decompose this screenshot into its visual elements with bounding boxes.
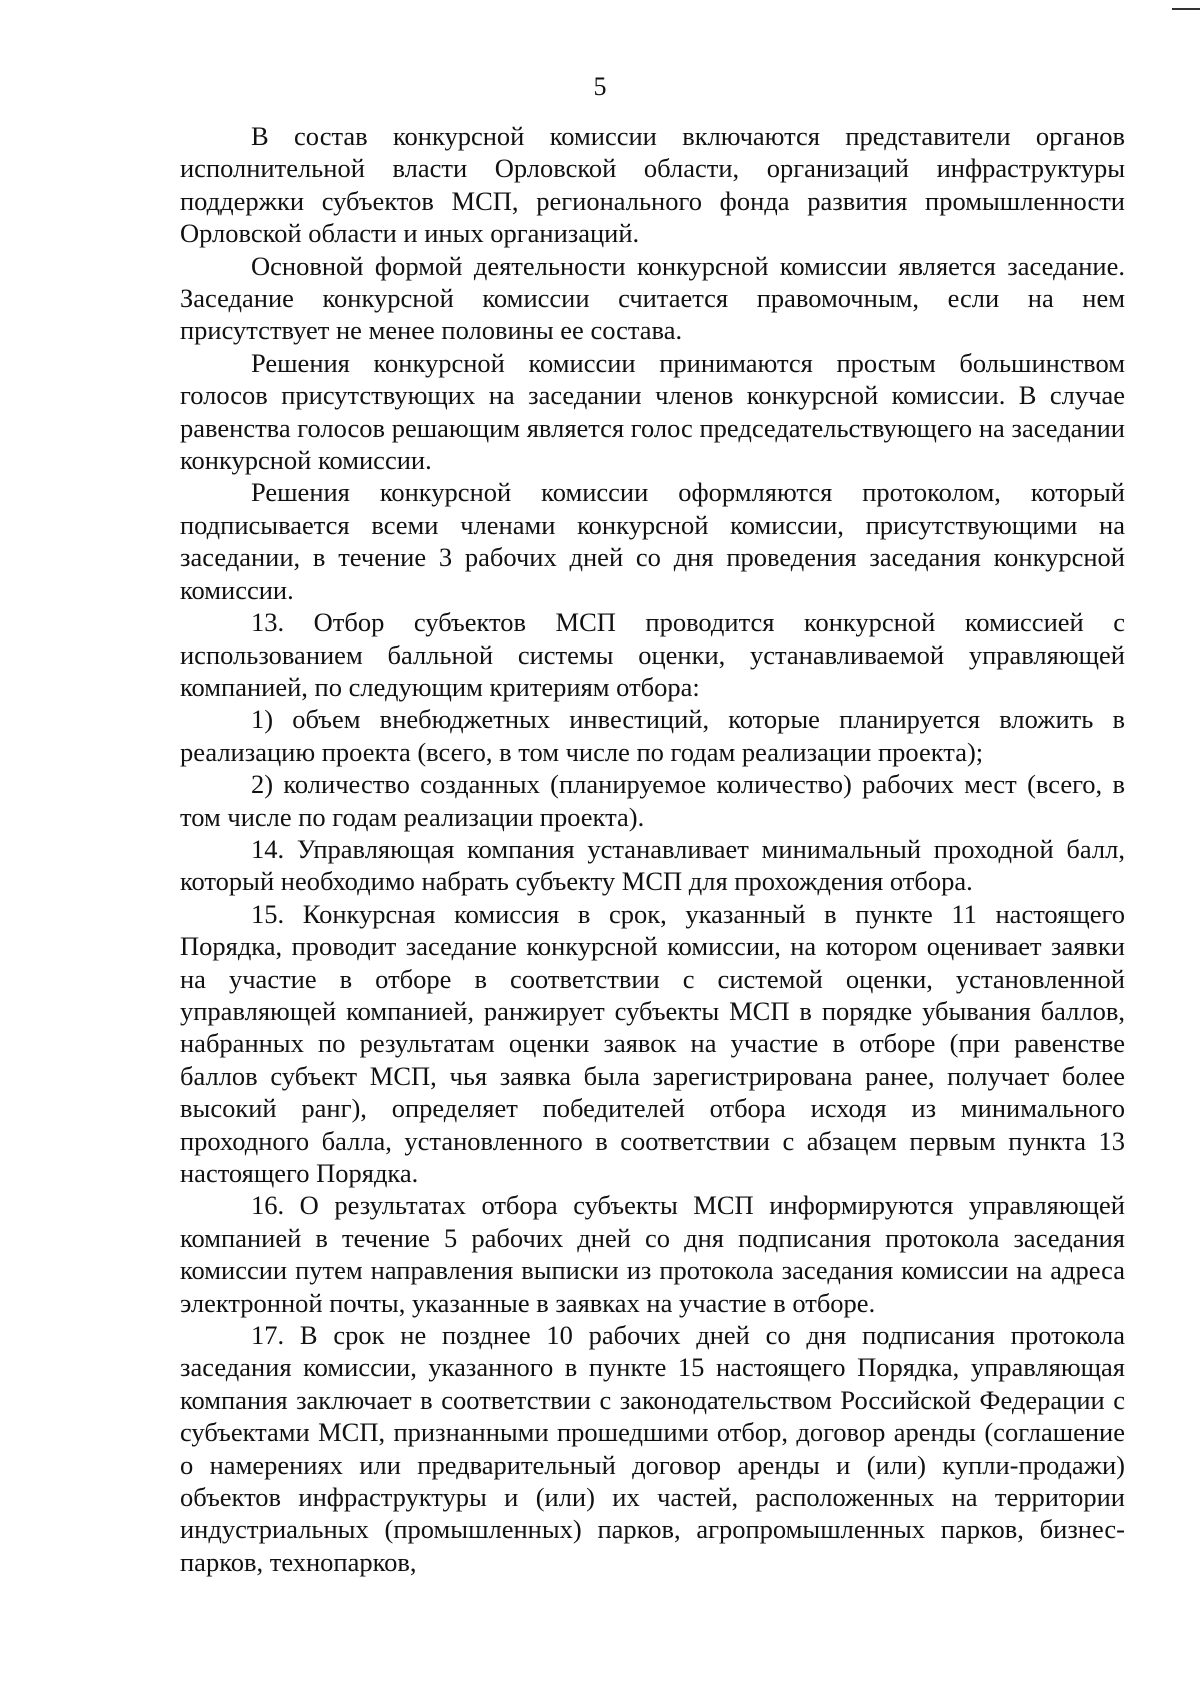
paragraph-item-17: 17. В срок не позднее 10 рабочих дней со дня подписания протокола заседания комиссии, указанного в пункте 15 настоящего Порядка, управляющая компания заключает в соответствии с законодательством Российской Федерации с субъектами МСП, признанными прошедшими отбор, договор аренды (соглашение о намерениях или предварительный договор аренды и (или) купли-продажи) объектов инфраструктуры и (или) их частей, расположенных на территории индустриальных (промышленных) парков, агропромышленных парков, бизнес-парков, технопарков, bbox=[180, 1320, 1125, 1577]
paragraph-commission-form: Основной формой деятельности конкурсной комиссии является заседание. Заседание конкурсной комиссии считается правомочным, если на нем присутствует не менее половины ее состава. bbox=[180, 250, 1125, 346]
paragraph-criterion-2: 2) количество созданных (планируемое количество) рабочих мест (всего, в том числе по годам реализации проекта). bbox=[180, 769, 1125, 832]
paragraph-item-16: 16. О результатах отбора субъекты МСП информируются управляющей компанией в течение 5 рабочих дней со дня подписания протокола заседания комиссии путем направления выписки из протокола заседания комиссии на адреса электронной почты, указанные в заявках на участие в отборе. bbox=[180, 1190, 1125, 1318]
paragraph-criterion-1: 1) объем внебюджетных инвестиций, которые планируется вложить в реализацию проекта (всего, в том числе по годам реализации проекта); bbox=[180, 704, 1125, 767]
paragraph-item-15: 15. Конкурсная комиссия в срок, указанный в пункте 11 настоящего Порядка, проводит заседание конкурсной комиссии, на котором оценивает заявки на участие в отборе в соответствии с системой оценки, установленной управляющей компанией, ранжирует субъекты МСП в порядке убывания баллов, набранных по результатам оценки заявок на участие в отборе (при равенстве баллов субъект МСП, чья заявка была зарегистрирована ранее, получает более высокий ранг), определяет победителей отбора исходя из минимального проходного балла, установленного в соответствии с абзацем первым пункта 13 настоящего Порядка. bbox=[180, 898, 1125, 1188]
document-body bbox=[180, 120, 1125, 1578]
paragraph-protocol: Решения конкурсной комиссии оформляются протоколом, который подписывается всеми членами конкурсной комиссии, присутствующими на заседании, в течение 3 рабочих дней со дня проведения заседания конкурсной комиссии. bbox=[180, 477, 1125, 605]
paragraph-commission-composition: В состав конкурсной комиссии включаются представители органов исполнительной власти Орловской области, организаций инфраструктуры поддержки субъектов МСП, регионального фонда развития промышленности Орловской области и иных организаций. bbox=[180, 121, 1125, 249]
paragraph-commission-decisions: Решения конкурсной комиссии принимаются простым большинством голосов присутствующих на заседании членов конкурсной комиссии. В случае равенства голосов решающим является голос председательствующего на заседании конкурсной комиссии. bbox=[180, 347, 1125, 476]
page-number: 5 bbox=[593, 72, 607, 101]
paragraph-item-14: 14. Управляющая компания устанавливает минимальный проходной балл, который необходимо набрать субъекту МСП для прохождения отбора. bbox=[180, 833, 1125, 897]
paragraph-item-13: 13. Отбор субъектов МСП проводится конкурсной комиссией с использованием балльной системы оценки, устанавливаемой управляющей компанией, по следующим критериям отбора: bbox=[180, 607, 1125, 702]
scan-edge-mark bbox=[1172, 8, 1200, 10]
